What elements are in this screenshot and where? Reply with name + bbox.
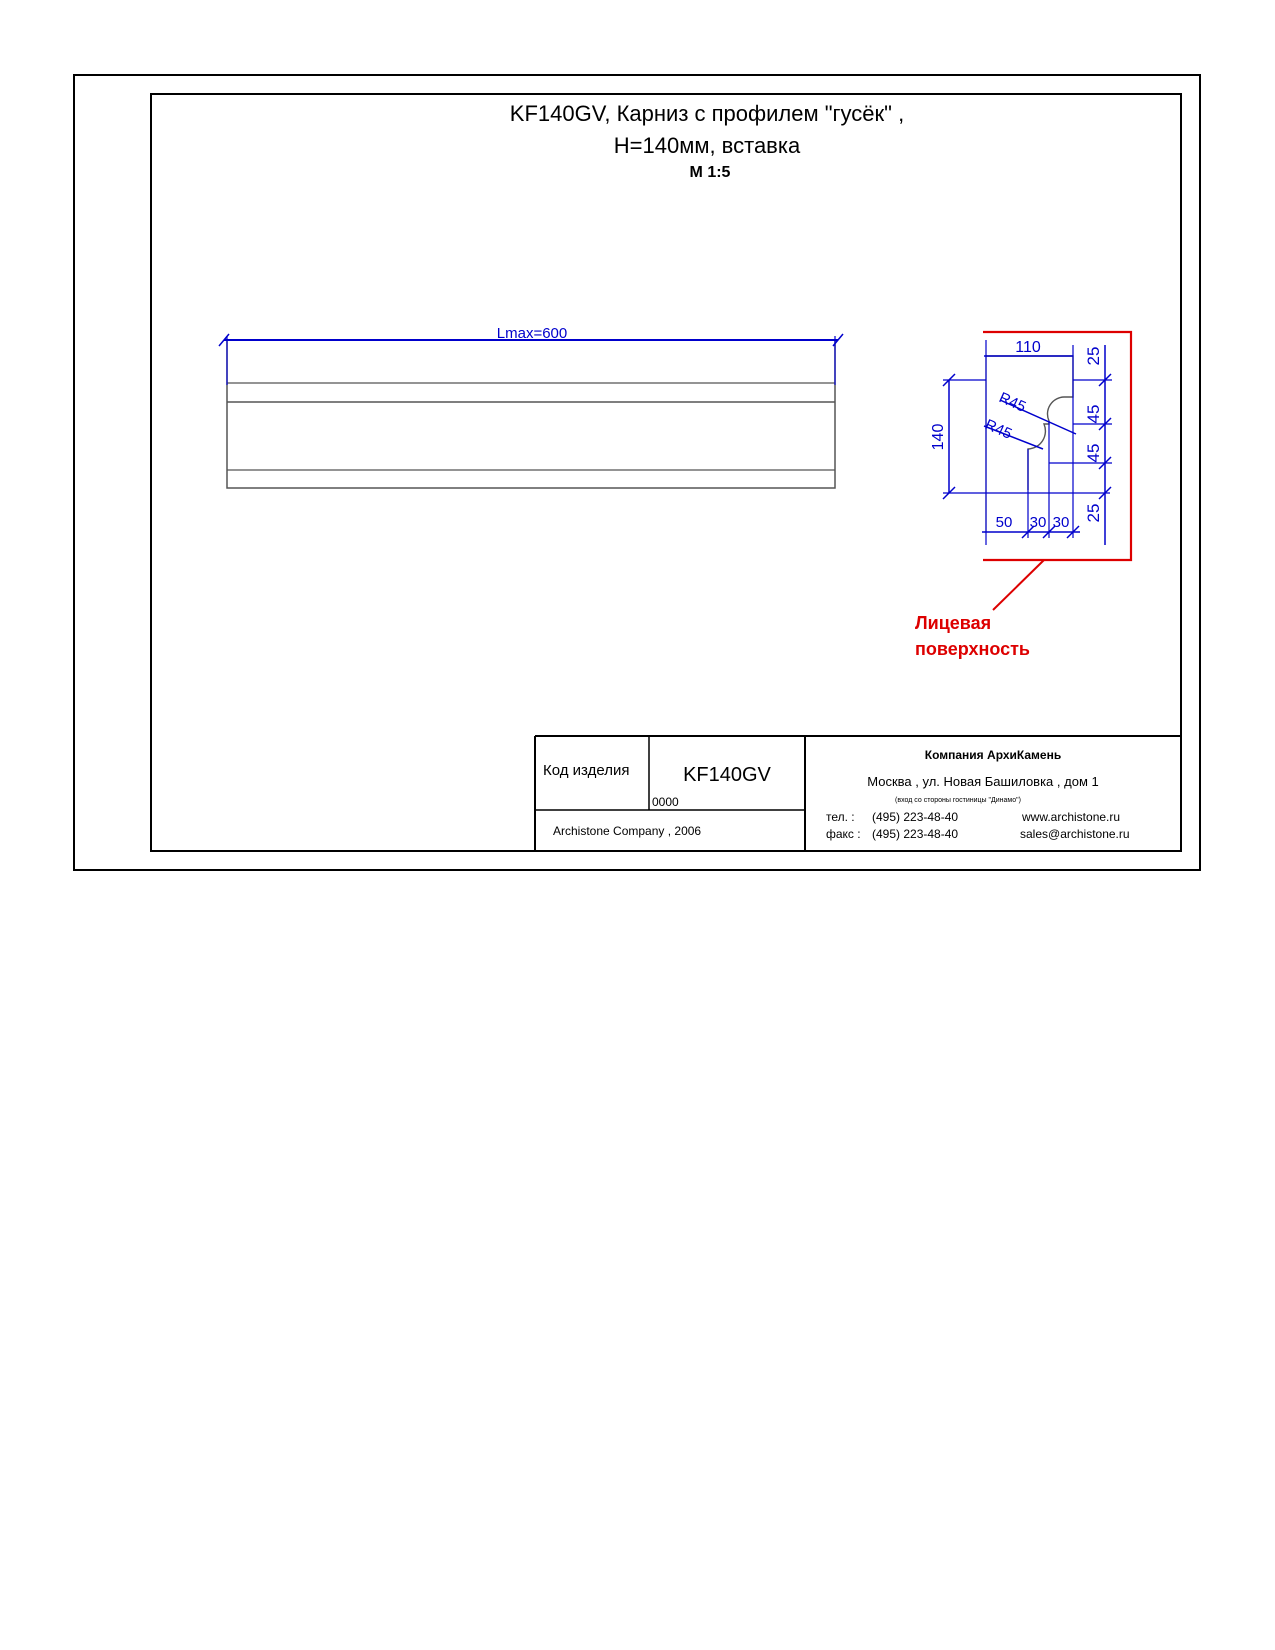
- phone-label: тел. :: [826, 810, 855, 824]
- code-number: 0000: [652, 795, 679, 809]
- height-label: 140: [930, 423, 947, 451]
- right-dim-3: 45: [1084, 443, 1103, 463]
- scale-label: М 1:5: [689, 164, 731, 181]
- front-view-outline: [227, 340, 835, 488]
- profile-section: [915, 332, 1131, 659]
- bottom-dim-3: 30: [1052, 514, 1070, 531]
- right-dim-4: 25: [1084, 503, 1103, 523]
- fax-label: факс :: [826, 827, 861, 841]
- right-dim-1: 25: [1084, 346, 1103, 366]
- radius-label-bottom: R45: [982, 416, 1015, 443]
- face-leader: [993, 560, 1044, 610]
- bottom-dim-1: 50: [995, 514, 1013, 531]
- copyright: Archistone Company , 2006: [553, 824, 702, 838]
- code-value: KF140GV: [683, 764, 771, 786]
- title-block: [535, 736, 1181, 851]
- radius-label-top: R45: [996, 389, 1029, 416]
- website: www.archistone.ru: [1022, 810, 1121, 824]
- address-note: (вход со стороны гостиницы "Динамо"): [895, 797, 1021, 804]
- company-name: Компания АрхиКамень: [924, 748, 1062, 762]
- length-label: Lmax=600: [496, 325, 568, 342]
- company-address: Москва , ул. Новая Башиловка , дом 1: [867, 774, 1099, 789]
- face-note-line-1: Лицевая: [915, 613, 992, 633]
- width-label: 110: [1015, 339, 1041, 356]
- email: sales@archistone.ru: [1020, 827, 1130, 841]
- right-dim-2: 45: [1084, 404, 1103, 424]
- face-note-line-2: поверхность: [915, 639, 1030, 659]
- fax-number: (495) 223-48-40: [872, 827, 959, 841]
- title-line-2: H=140мм, вставка: [613, 133, 801, 158]
- phone-number: (495) 223-48-40: [872, 810, 959, 824]
- code-label: Код изделия: [543, 762, 630, 779]
- front-view: [219, 325, 843, 488]
- bottom-dim-2: 30: [1029, 514, 1047, 531]
- title-line-1: KF140GV, Карниз с профилем "гусёк" ,: [509, 101, 905, 126]
- inner-frame: [151, 94, 1181, 851]
